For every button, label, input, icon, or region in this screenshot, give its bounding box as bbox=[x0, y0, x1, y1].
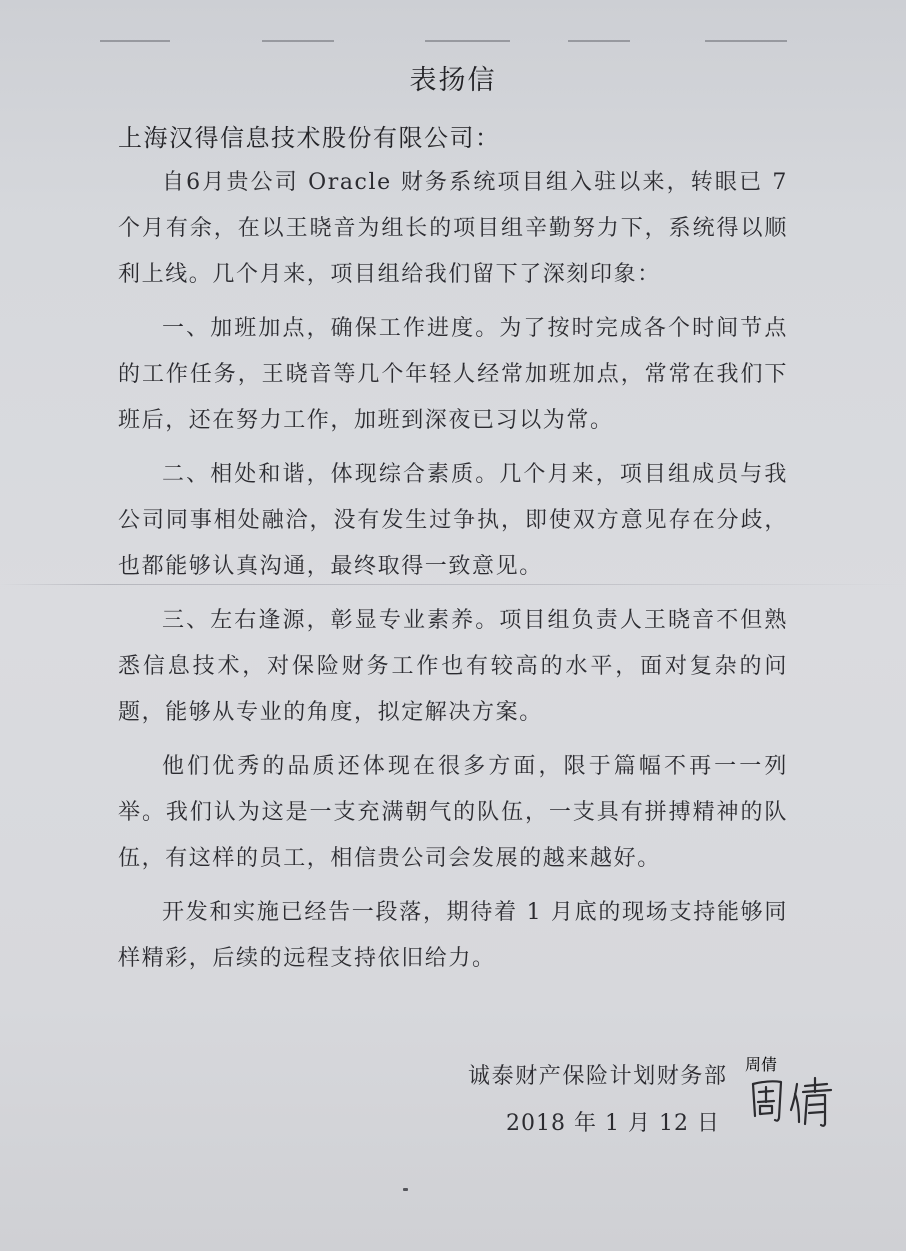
signature-text: 周倩 bbox=[745, 1055, 778, 1074]
paper-mark bbox=[403, 1188, 408, 1191]
letter-addressee: 上海汉得信息技术股份有限公司： bbox=[118, 124, 501, 152]
signoff-department: 诚泰财产保险计划财务部 bbox=[468, 1064, 728, 1089]
paragraph-point-1: 一、加班加点，确保工作进度。为了按时完成各个时间节点的工作任务，王晓音等几个年轻人经常加班加点，常常在我们下班后，还在努力工作，加班到深夜已习以为常。 bbox=[118, 316, 788, 433]
paragraph-closing: 开发和实施已经告一段落，期待着 1 月底的现场支持能够同样精彩，后续的远程支持依旧给力。 bbox=[118, 900, 788, 971]
header-rule bbox=[705, 40, 787, 42]
paper-fold-line bbox=[0, 584, 906, 585]
signoff-date: 2018 年 1 月 12 日 bbox=[506, 1111, 720, 1136]
paragraph-point-3: 三、左右逢源，彰显专业素养。项目组负责人王晓音不但熟悉信息技术，对保险财务工作也有较高的水平，面对复杂的问题，能够从专业的角度，拟定解决方案。 bbox=[118, 608, 788, 725]
letter-body bbox=[118, 160, 788, 990]
handwritten-signature bbox=[745, 1055, 845, 1130]
paragraph-summary: 他们优秀的品质还体现在很多方面，限于篇幅不再一一列举。我们认为这是一支充满朝气的队伍，一支具有拼搏精神的队伍，有这样的员工，相信贵公司会发展的越来越好。 bbox=[118, 754, 788, 871]
paragraph-intro: 自6月贵公司 Oracle 财务系统项目组入驻以来，转眼已 7 个月有余，在以王晓音为组长的项目组辛勤努力下，系统得以顺利上线。几个月来，项目组给我们留下了深刻印象： bbox=[118, 170, 788, 287]
header-rule bbox=[100, 40, 170, 42]
paragraph-point-2: 二、相处和谐，体现综合素质。几个月来，项目组成员与我公司同事相处融洽，没有发生过争执，即使双方意见存在分歧，也都能够认真沟通，最终取得一致意见。 bbox=[118, 462, 788, 579]
header-rule bbox=[425, 40, 510, 42]
letter-title: 表扬信 bbox=[409, 65, 497, 96]
header-rule bbox=[568, 40, 630, 42]
header-rule bbox=[262, 40, 334, 42]
